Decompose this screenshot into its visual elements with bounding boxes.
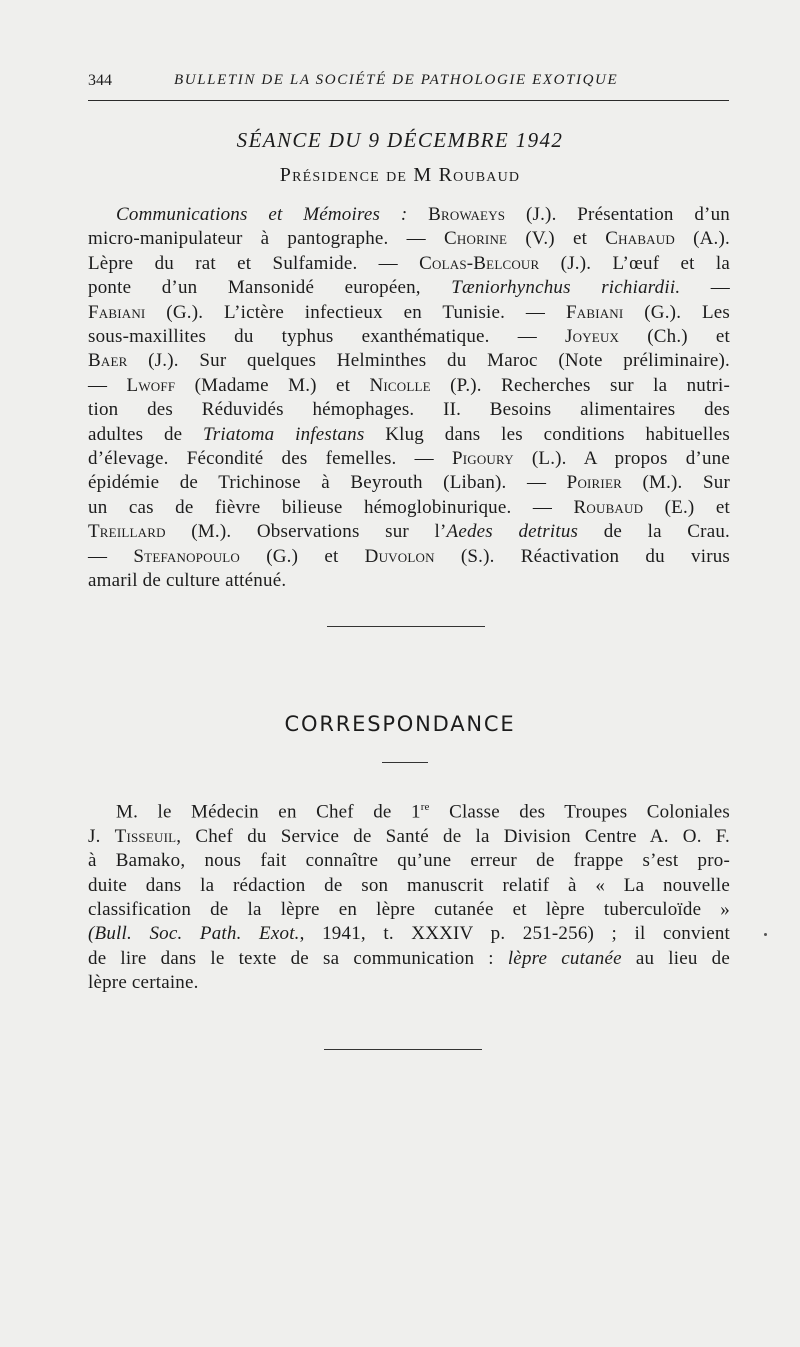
session-title: SÉANCE DU 9 DÉCEMBRE 1942 — [236, 128, 564, 152]
superscript: re — [420, 801, 430, 813]
text-run: (M.). Observations sur l’ — [165, 521, 447, 543]
communications-line — [88, 203, 730, 227]
author-name: Poirier — [566, 472, 622, 494]
author-name: Treillard — [88, 521, 166, 543]
text-run: (L.). A propos d’une — [513, 448, 730, 470]
text-run: lèpre certaine. — [88, 972, 199, 994]
correspondance-line — [88, 795, 730, 825]
communications-line — [88, 252, 730, 276]
text-run: Lèpre du rat et Sulfamide. — — [88, 252, 420, 274]
text-run: — — [88, 545, 134, 567]
presidency-prefix: Présidence de M — [279, 164, 433, 186]
author-name: Tisseuil — [114, 825, 177, 847]
species-name: Tæniorhynchus richiardii. — [451, 277, 681, 299]
text-run: (J.). Présentation d’un — [505, 204, 730, 225]
text-run: à Bamako, nous fait connaître qu’une erreur de frappe s’est pro- — [88, 850, 730, 872]
species-name: Aedes detritus — [446, 521, 579, 543]
author-name: Nicolle — [369, 374, 431, 396]
citation: (Bull. Soc. Path. Exot. — [88, 923, 300, 945]
text-run: Classe des Troupes Coloniales — [429, 801, 730, 823]
section-heading: CORRESPONDANCE — [284, 712, 516, 736]
author-name: Roubaud — [573, 496, 644, 518]
correspondance-line — [88, 849, 730, 873]
text-run: — — [680, 277, 730, 299]
author-name: Colas-Belcour — [419, 252, 540, 274]
text-run: (J.). Sur quelques Helminthes du Maroc (Note préliminaire). — [127, 350, 730, 372]
correspondance-line — [88, 898, 730, 922]
text-run: (G.). L’ictère infectieux en Tunisie. — — [145, 301, 566, 323]
author-name: Pigoury — [451, 448, 514, 470]
author-name: Baer — [88, 350, 128, 372]
journal-title: BULLETIN DE LA SOCIÉTÉ DE PATHOLOGIE EXOTIQUE — [174, 72, 619, 88]
text-run: adultes de — [88, 423, 204, 445]
correspondance-line — [88, 825, 730, 849]
text-run: ponte d’un Mansonidé européen, — [88, 277, 452, 299]
running-head — [88, 72, 728, 96]
communications-line — [88, 349, 730, 373]
communications-paragraph — [88, 203, 730, 594]
correspondance-line — [88, 971, 730, 995]
text-run: (J.). L’œuf et la — [539, 252, 731, 274]
presidency-name: Roubaud — [438, 164, 521, 186]
author-name: Lwoff — [126, 374, 176, 396]
text-run: micro-manipulateur à pantographe. — — [88, 228, 445, 250]
communications-line — [88, 276, 730, 300]
author-name: Chabaud — [605, 228, 675, 250]
communications-line — [88, 569, 730, 593]
text-run: duite dans la rédaction de son manuscrit relatif à « La nouvelle — [88, 874, 730, 896]
emphasis: lèpre cutanée — [507, 947, 622, 969]
text-run: (S.). Réactivation du virus — [434, 545, 731, 567]
correspondance-line — [88, 947, 730, 971]
communications-line — [88, 447, 730, 471]
text-run: au lieu de — [621, 947, 731, 969]
heading-underline — [382, 762, 428, 763]
section-label: Communications et Mémoires : — [116, 204, 429, 225]
text-run: sous-maxillites du typhus exanthématique. — — [88, 326, 566, 348]
communications-line — [88, 374, 730, 398]
communications-line — [88, 325, 730, 349]
communications-line — [88, 398, 730, 422]
text-run: (G.). Les — [623, 301, 731, 323]
section-divider — [324, 1049, 482, 1050]
communications-line — [88, 520, 730, 544]
communications-line — [88, 227, 730, 251]
header-rule — [88, 100, 729, 101]
author-name: Stefanopoulo — [133, 545, 241, 567]
text-run: classification de la lèpre en lèpre cutanée et lèpre tuberculoïde » — [88, 898, 730, 920]
text-run: (P.). Recherches sur la nutri- — [430, 374, 730, 396]
section-divider — [327, 626, 485, 627]
author-name: Joyeux — [565, 326, 620, 348]
text-run: un cas de fièvre bilieuse hémoglobinurique. — — [88, 496, 574, 518]
text-run: Klug dans les conditions habituelles — [364, 423, 730, 445]
text-run: — — [88, 374, 127, 396]
author-name: Fabiani — [565, 301, 624, 323]
text-run: , Chef du Service de Santé de la Division Centre A. O. F. — [176, 825, 730, 847]
text-run: M. le Médecin en Chef de 1 — [116, 801, 421, 823]
author-name: Chorine — [444, 228, 508, 250]
print-speck — [764, 933, 767, 936]
correspondance-line — [88, 874, 730, 898]
text-run: (Ch.) et — [619, 326, 730, 348]
author-name: Fabiani — [88, 301, 146, 323]
author-name: Duvolon — [364, 545, 435, 567]
text-run: de la Crau. — [578, 521, 730, 543]
text-run: (V.) et — [507, 228, 606, 250]
text-run: tion des Réduvidés hémophages. II. Besoins alimentaires des — [88, 399, 730, 421]
text-run: épidémie de Trichinose à Beyrouth (Liban). — — [88, 472, 567, 494]
text-run: amaril de culture atténué. — [88, 570, 287, 592]
communications-line — [88, 545, 730, 569]
text-run: d’élevage. Fécondité des femelles. — — [88, 448, 452, 470]
communications-line — [88, 496, 730, 520]
text-run: (E.) et — [643, 496, 730, 518]
communications-line — [88, 301, 730, 325]
text-run: J. — [88, 825, 115, 847]
text-run: , 1941, t. XXXIV p. 251-256) ; il convient — [299, 923, 731, 945]
communications-line — [88, 423, 730, 447]
author-name: Browaeys — [428, 204, 506, 225]
text-run: (Madame M.) et — [175, 374, 370, 396]
correspondance-line — [88, 922, 730, 946]
text-run: (G.) et — [240, 545, 365, 567]
page-number: 344 — [88, 72, 112, 89]
text-run: de lire dans le texte de sa communication : — [88, 947, 508, 969]
species-name: Triatoma infestans — [203, 423, 365, 445]
correspondance-paragraph — [88, 795, 730, 996]
presidency-line — [0, 164, 800, 187]
communications-line — [88, 471, 730, 495]
text-run: (M.). Sur — [621, 472, 730, 494]
text-run: (A.). — [674, 228, 730, 250]
